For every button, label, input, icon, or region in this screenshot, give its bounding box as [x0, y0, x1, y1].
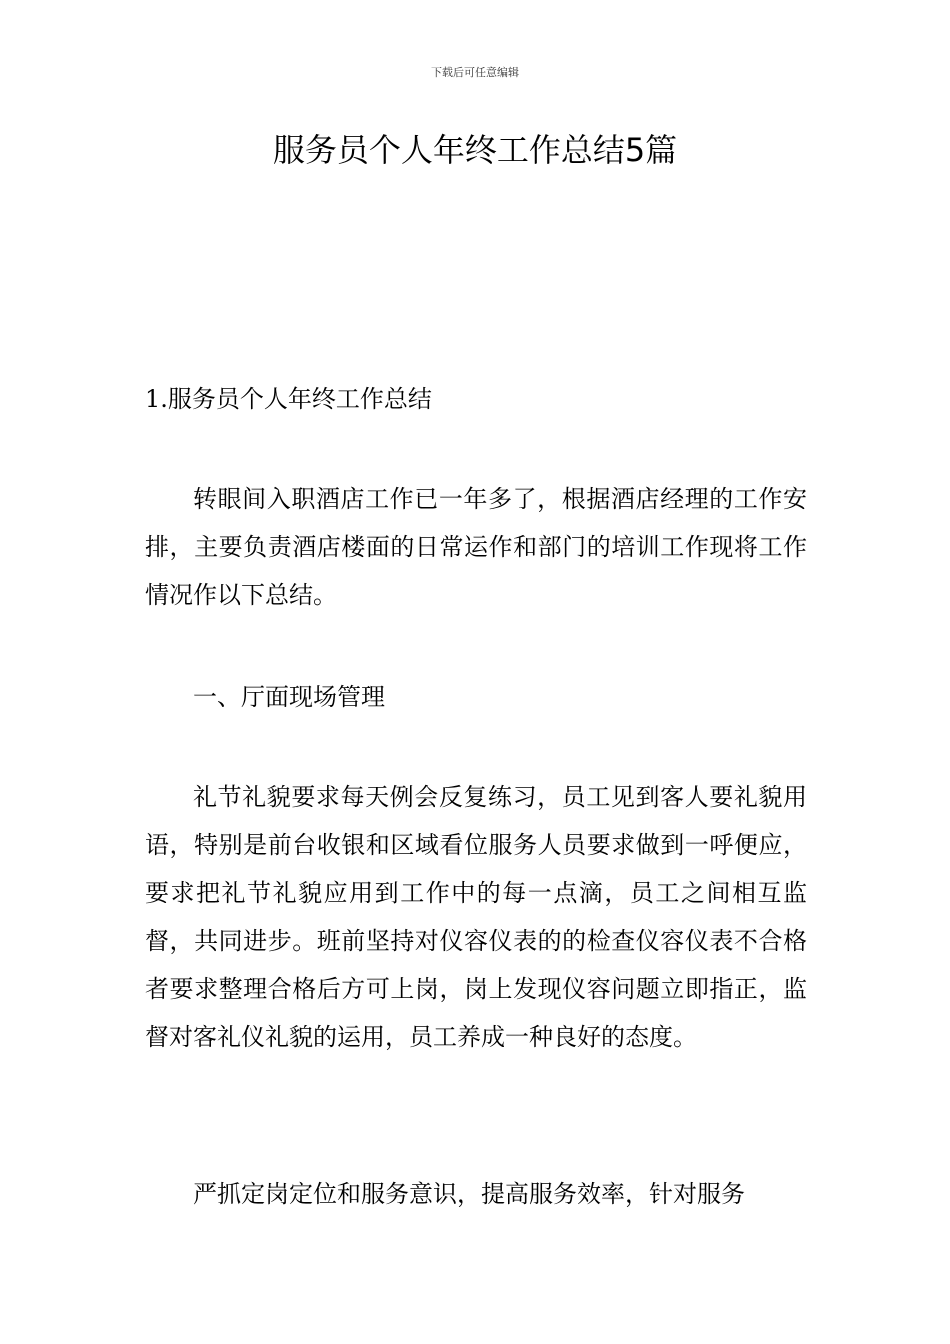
- paragraph-etiquette: 礼节礼貌要求每天例会反复练习，员工见到客人要礼貌用语，特别是前台收银和区域看位服务人员要求做到一呼便应，要求把礼节礼貌应用到工作中的每一点滴，员工之间相互监督，共同进步。班前坚持对仪容仪表的的检查仪容仪表不合格者要求整理合格后方可上岗，岗上发现仪容问题立即指正，监督对客礼仪礼貌的运用，员工养成一种良好的态度。: [145, 783, 807, 1051]
- header-note: 下载后可任意编辑: [431, 66, 519, 79]
- paragraph-positioning: 严抓定岗定位和服务意识，提高服务效率，针对服务: [193, 1180, 745, 1208]
- subheading-floor-management: 一、厅面现场管理: [193, 683, 385, 711]
- section-heading: 1.服务员个人年终工作总结: [145, 385, 432, 413]
- paragraph-intro: 转眼间入职酒店工作已一年多了，根据酒店经理的工作安排，主要负责酒店楼面的日常运作和部门的培训工作现将工作情况作以下总结。: [145, 485, 807, 609]
- document-title: 服务员个人年终工作总结5篇: [272, 131, 678, 169]
